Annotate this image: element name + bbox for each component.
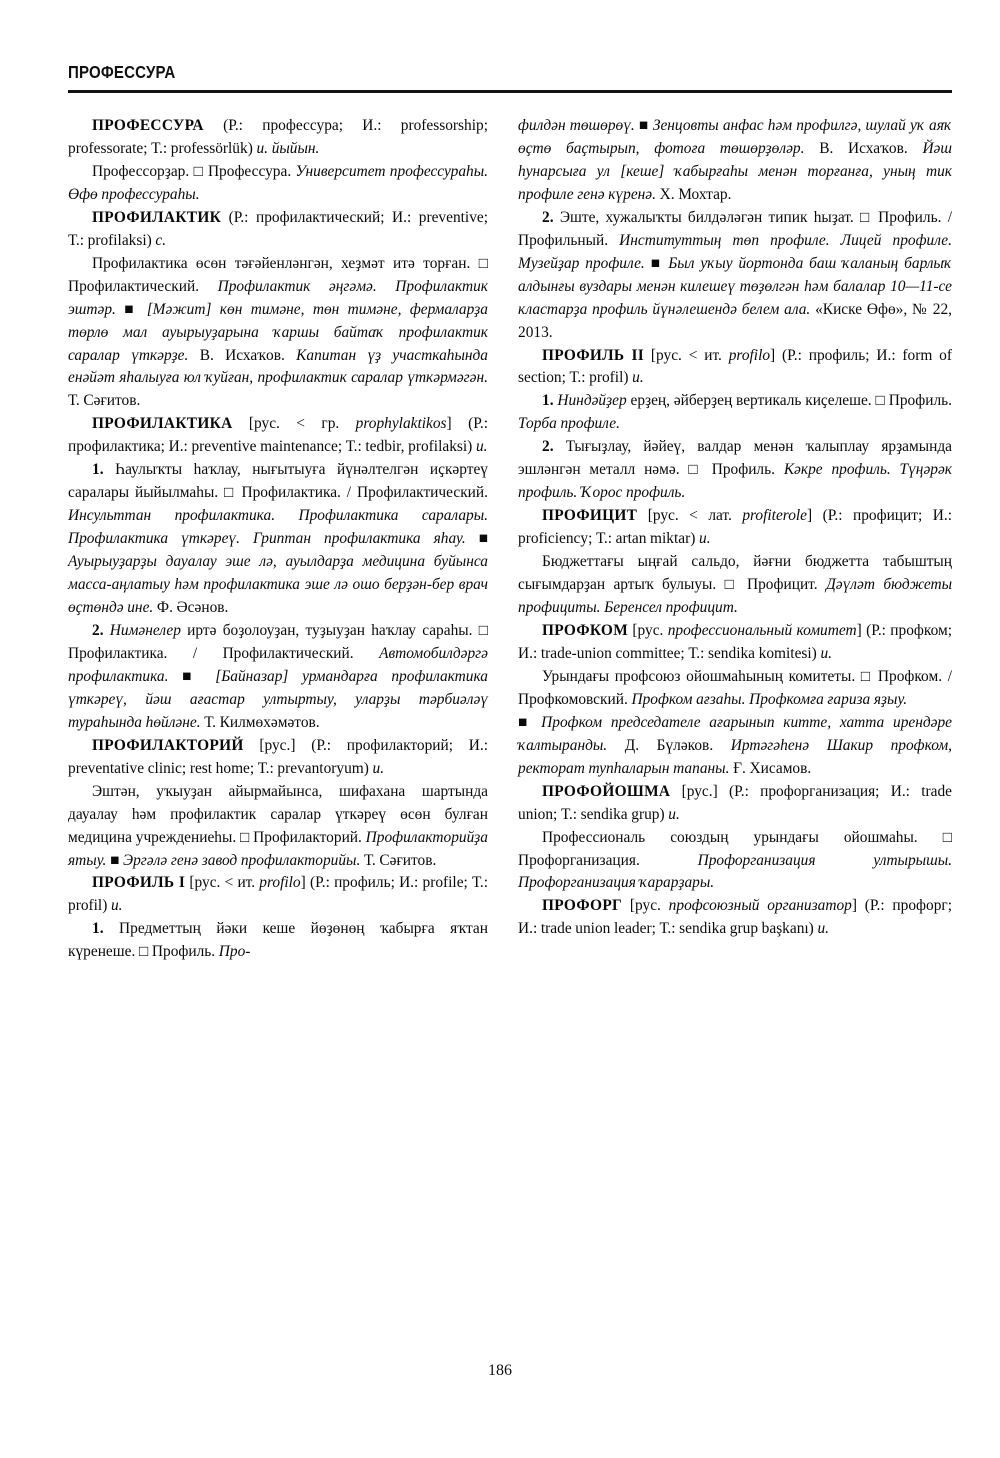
headword: ПРОФИЦИТ [542, 507, 638, 525]
etymology: [рус.] [259, 736, 296, 754]
pos-label: и. [475, 438, 488, 456]
definition-text: иртә боҙолоуҙан, туҙыуҙан һаҡлау сараһы. □ Профилактика. / Профилактический. [68, 621, 488, 662]
definition-text: Эште, хужалыҡты билдәләгән типик һыҙат. □ Профиль. / Профильный. [518, 208, 952, 249]
example-text: Профорганизация ултырышы. Профорганизация ҡарарҙары. [518, 851, 952, 892]
gloss-parens: (Р.: профорганизация; И.: trade union; Т.: sendika grup) [518, 782, 952, 823]
etymology-open: [рус. [629, 897, 669, 915]
etymology-open: [рус. < лат. [647, 507, 743, 525]
citation-text: [Байназар] урмандарға профилактика үткәреү, йәш ағастар ултыртыу, уларҙы тәрбиәләү тураһында һөйләне. [68, 667, 488, 731]
example-text: Университет профессураһы. Өфө профессураһы. [68, 162, 488, 203]
etymology-source-word: профессиональный комитет [667, 621, 857, 639]
definition-text: Профилактика өсөн тәғәйенләнгән, хеҙмәт итә торған. □ Профилактический. [68, 254, 488, 295]
etymology-open: [рус. < ит. [650, 346, 729, 364]
etymology-close: ] [807, 507, 813, 525]
entry-profil-2-sense-2 [518, 436, 952, 505]
entry-proforg [518, 895, 952, 941]
etymology-source-word: profilo [728, 346, 771, 364]
definition-text: Урындағы профсоюз ойошмаһының комитеты. □ Профком. / Профкомовский. [518, 667, 952, 708]
entry-profoyoshma-sense [518, 827, 952, 896]
headword: ПРОФИЛАКТИК [92, 208, 222, 226]
entry-profilaktik-sense [68, 253, 488, 414]
running-head-title: ПРОФЕССУРА [68, 62, 176, 82]
entry-profilaktik [68, 207, 488, 253]
entry-profkom-citations [518, 712, 952, 781]
example-text: Институттың төп профиле. Лицей профиле. Музейҙар профиле. [518, 231, 952, 272]
etymology-close: ] [851, 897, 857, 915]
example-text: Профилакторийҙа ятыу. [68, 828, 488, 869]
continuation-profil-1-sense-1 [518, 115, 952, 207]
citation-author: Ғ. Хисамов. [733, 759, 812, 777]
gloss-parens: (Р.: профиль; И.: form of section; Т.: profil) [518, 346, 952, 387]
pos-label: и. [817, 920, 830, 938]
headword: ПРОФИЛЬ I [92, 874, 186, 892]
entry-profil-1-sense-2 [518, 207, 952, 345]
header-divider [68, 90, 952, 93]
entry-profoyoshma [518, 781, 952, 827]
entry-profilaktika-sense-1 [68, 459, 488, 620]
entry-professura [68, 115, 488, 161]
citation-marker-icon: ■ [124, 300, 139, 318]
entry-profil-1-sense-1 [68, 918, 488, 964]
citation-text: Ауырыуҙарҙы дауалау эше лә, ауылдарҙа медицина буйынса масса-аңлатыу һәм профилактика эше лә ошо берҙән-бер врач өҫтөндә ине. [68, 553, 488, 617]
gloss-parens: (Р.: профилактика; И.: preventive maintenance; Т.: tedbir, profilaksi) [68, 415, 488, 456]
headword: ПРОФКОМ [542, 621, 629, 639]
citation-marker-icon: ■ [650, 254, 663, 272]
citation-author: Т. Килмөхәмәтов. [204, 713, 320, 731]
definition-text: ерҙең, әйберҙең вертикаль киҫелеше. □ Профиль. [626, 392, 952, 410]
left-column [68, 115, 488, 1345]
citation-text: Иртәгәһенә Шакир профком, ректорат тупһаларын тапаны. [518, 736, 952, 777]
gloss-parens: (Р.: профилактический; И.: preventive; Т.: profilaksi) [68, 208, 488, 249]
definition-text: Бюджеттағы ыңғай сальдо, йәғни бюджетта табыштың сығымдарҙан артыҡ булыуы. □ Профицит. [518, 553, 952, 594]
etymology-close: ] [856, 621, 862, 639]
running-head [68, 62, 952, 93]
pos-label: и. [256, 139, 269, 157]
etymology-close: ] [770, 346, 776, 364]
definition-text: Тығыҙлау, йәйеү, валдар менән ҡалыплау ярҙамында эшләнгән металл нәмә. □ Профиль. [518, 438, 952, 479]
etymology-source-word: profilo [259, 874, 301, 892]
column-container [68, 115, 952, 1345]
pos-label: и. [110, 897, 123, 915]
sense-number: 2. [542, 208, 554, 226]
entry-profilaktoriy-sense [68, 781, 488, 873]
entry-profil-2-sense-1 [518, 390, 952, 436]
pos-label: с. [155, 231, 167, 249]
citation-source: «Киске Өфө», № 22, 2013. [518, 300, 952, 341]
gloss-parens: (Р.: профорг; И.: trade union leader; Т.: sendika grup başkanı) [518, 897, 952, 938]
etymology-close: ] [446, 415, 452, 433]
citation-text: Профком председателе ағарынып китте, хатта ирендәре ҡалтыранды. [518, 713, 952, 754]
gloss-parens: (Р.: профком; И.: trade-union committee; Т.: sendika komitesi) [518, 621, 952, 662]
citation-author: Т. Сәғитов. [364, 851, 437, 869]
etymology-close: ] [300, 874, 306, 892]
sense-number: 1. [92, 920, 104, 938]
gloss-parens: (Р.: профицит; И.: proficiency; Т.: artan miktar) [518, 507, 952, 548]
citation-marker-icon: ■ [110, 851, 120, 869]
example-text-continued: филдән төшөрөү. [518, 117, 635, 134]
example-text: Профком ағзаһы. Профкомға ғариза яҙыу. [631, 690, 908, 708]
example-text-partial: Про- [218, 943, 251, 961]
entry-profilaktika-sense-2 [68, 620, 488, 735]
pos-extra: йыйын. [271, 139, 320, 157]
headword: ПРОФОЙОШМА [542, 782, 671, 800]
example-text: Профилактик әңгәмә. Профилактик эштәр. [68, 277, 488, 318]
definition-text: Профессиональ союздың урындағы ойошмаһы. □ Профорганизация. [518, 828, 952, 869]
entry-profilaktoriy [68, 735, 488, 781]
example-text: Торба профиле. [518, 415, 620, 433]
gloss-parens: (Р.: профессура; И.: professorship; professorate; Т.: professörlük) [68, 117, 488, 157]
example-text: Дәүләт бюджеты профициты. Беренсел профицит. [518, 576, 952, 617]
headword: ПРОФИЛАКТОРИЙ [92, 736, 244, 754]
etymology-source-word: профсоюзный организатор [668, 897, 852, 915]
example-text: Инсульттан профилактика. Профилактика саралары. Профилактика үткәреү. Гриптан профилактика яһау. [68, 507, 488, 548]
citation-text: Йәш һунарсыға ул [кеше] ҡабырғаһы менән торғанға, уның тик профиле генә күренә. [518, 139, 953, 203]
definition-text: Һаулыҡты һаҡлау, нығытыуға йүнәлтелгән иҫкәртеү саралары йыйылмаһы. □ Профилактика. / Профилактический. [68, 461, 488, 502]
citation-text: Капитан үҙ участкаһында енәйәт яһалыуға юл ҡуйған, профилактик саралар үткәрмәгән. [68, 346, 488, 387]
citation-author: В. Исхаҡов. [819, 139, 908, 157]
entry-profitsit-sense [518, 551, 952, 620]
etymology-open: [рус. < гр. [248, 415, 356, 433]
entry-profil-2 [518, 345, 952, 391]
citation-author: Д. Бүләков. [624, 736, 714, 754]
pos-label: и. [820, 644, 832, 662]
pos-label: и. [699, 530, 711, 548]
example-text: Кәкре профиль. Түңәрәк профиль. Ҡорос профиль. [518, 461, 952, 502]
citation-marker-icon: ■ [182, 667, 202, 685]
definition-lead: Ниндәйҙер [557, 392, 627, 410]
etymology-source-word: prophylaktikos [355, 415, 447, 433]
citation-text: Зенцовты анфас һәм профилгә, шулай уҡ аяҡ өҫтө баҫтырып, фотоға төшөрҙөләр. [518, 117, 952, 157]
etymology-source-word: profiterole [742, 507, 808, 525]
gloss-parens: (Р.: профиль; И.: profile; Т.: profil) [68, 874, 488, 915]
citation-author: Т. Сәғитов. [68, 392, 141, 410]
example-text: Автомобилдәргә профилактика. [68, 644, 488, 685]
sense-number: 1. [542, 392, 554, 410]
headword: ПРОФОРГ [542, 897, 623, 915]
entry-profitsit [518, 505, 952, 551]
etymology-open: [рус. < ит. [189, 874, 260, 892]
headword: ПРОФЕССУРА [92, 117, 204, 134]
citation-author: В. Исхаҡов. [199, 346, 285, 364]
definition-text: Предметтың йәки кеше йөҙөнөң ҡабырға яҡтан күренеше. □ Профиль. [68, 920, 488, 961]
entry-profil-1 [68, 872, 488, 918]
entry-profilaktika [68, 413, 488, 459]
citation-author: Ф. Әсәнов. [156, 599, 229, 617]
citation-marker-icon: ■ [478, 530, 488, 548]
citation-author: Х. Мохтар. [659, 185, 732, 203]
etymology-open: [рус. [632, 621, 668, 639]
right-column [518, 115, 952, 1345]
headword: ПРОФИЛЬ II [542, 346, 645, 364]
entry-professura-sense [68, 161, 488, 207]
etymology: [рус.] [681, 782, 718, 800]
citation-marker-icon: ■ [518, 713, 533, 731]
gloss-parens: (Р.: профилакторий; И.: preventative clinic; rest home; Т.: prevantoryum) [68, 736, 488, 777]
sense-number: 1. [92, 461, 104, 479]
headword: ПРОФИЛАКТИКА [92, 415, 233, 433]
pos-label: и. [372, 759, 385, 777]
citation-text: [Мәжит] көн тимәне, төн тимәне, фермаларҙа төрлө мал ауырыуҙарына ҡаршы байтаҡ профилактик саралар үткәрҙе. [68, 300, 489, 364]
pos-label: и. [632, 369, 644, 387]
citation-text: Эргәлә генә завод профилакторийы. [123, 851, 361, 869]
definition-text: Профессорҙар. □ Профессура. [92, 162, 296, 180]
definition-text: Эштән, уҡыуҙан айырмайынса, шифахана шартында дауалау һәм профилактик саралар үткәреү өсөн булған медицина учреждениеһы. □ Профилакторий. [68, 782, 488, 846]
definition-lead: Нимәнелер [109, 621, 181, 639]
pos-label: и. [668, 805, 680, 823]
entry-profkom-sense [518, 666, 952, 712]
citation-text: Был уҡыу йортонда баш ҡаланың барлыҡ алдынғы вуздары менән килешеү төҙөлгән һәм балалар 10—11-се кластарҙа профиль йүнәлешендә белем ала. [518, 254, 952, 318]
citation-marker-icon: ■ [638, 117, 649, 134]
sense-number: 2. [542, 438, 554, 456]
page-number: 186 [488, 1362, 512, 1379]
sense-number: 2. [92, 621, 104, 639]
entry-profkom [518, 620, 952, 666]
